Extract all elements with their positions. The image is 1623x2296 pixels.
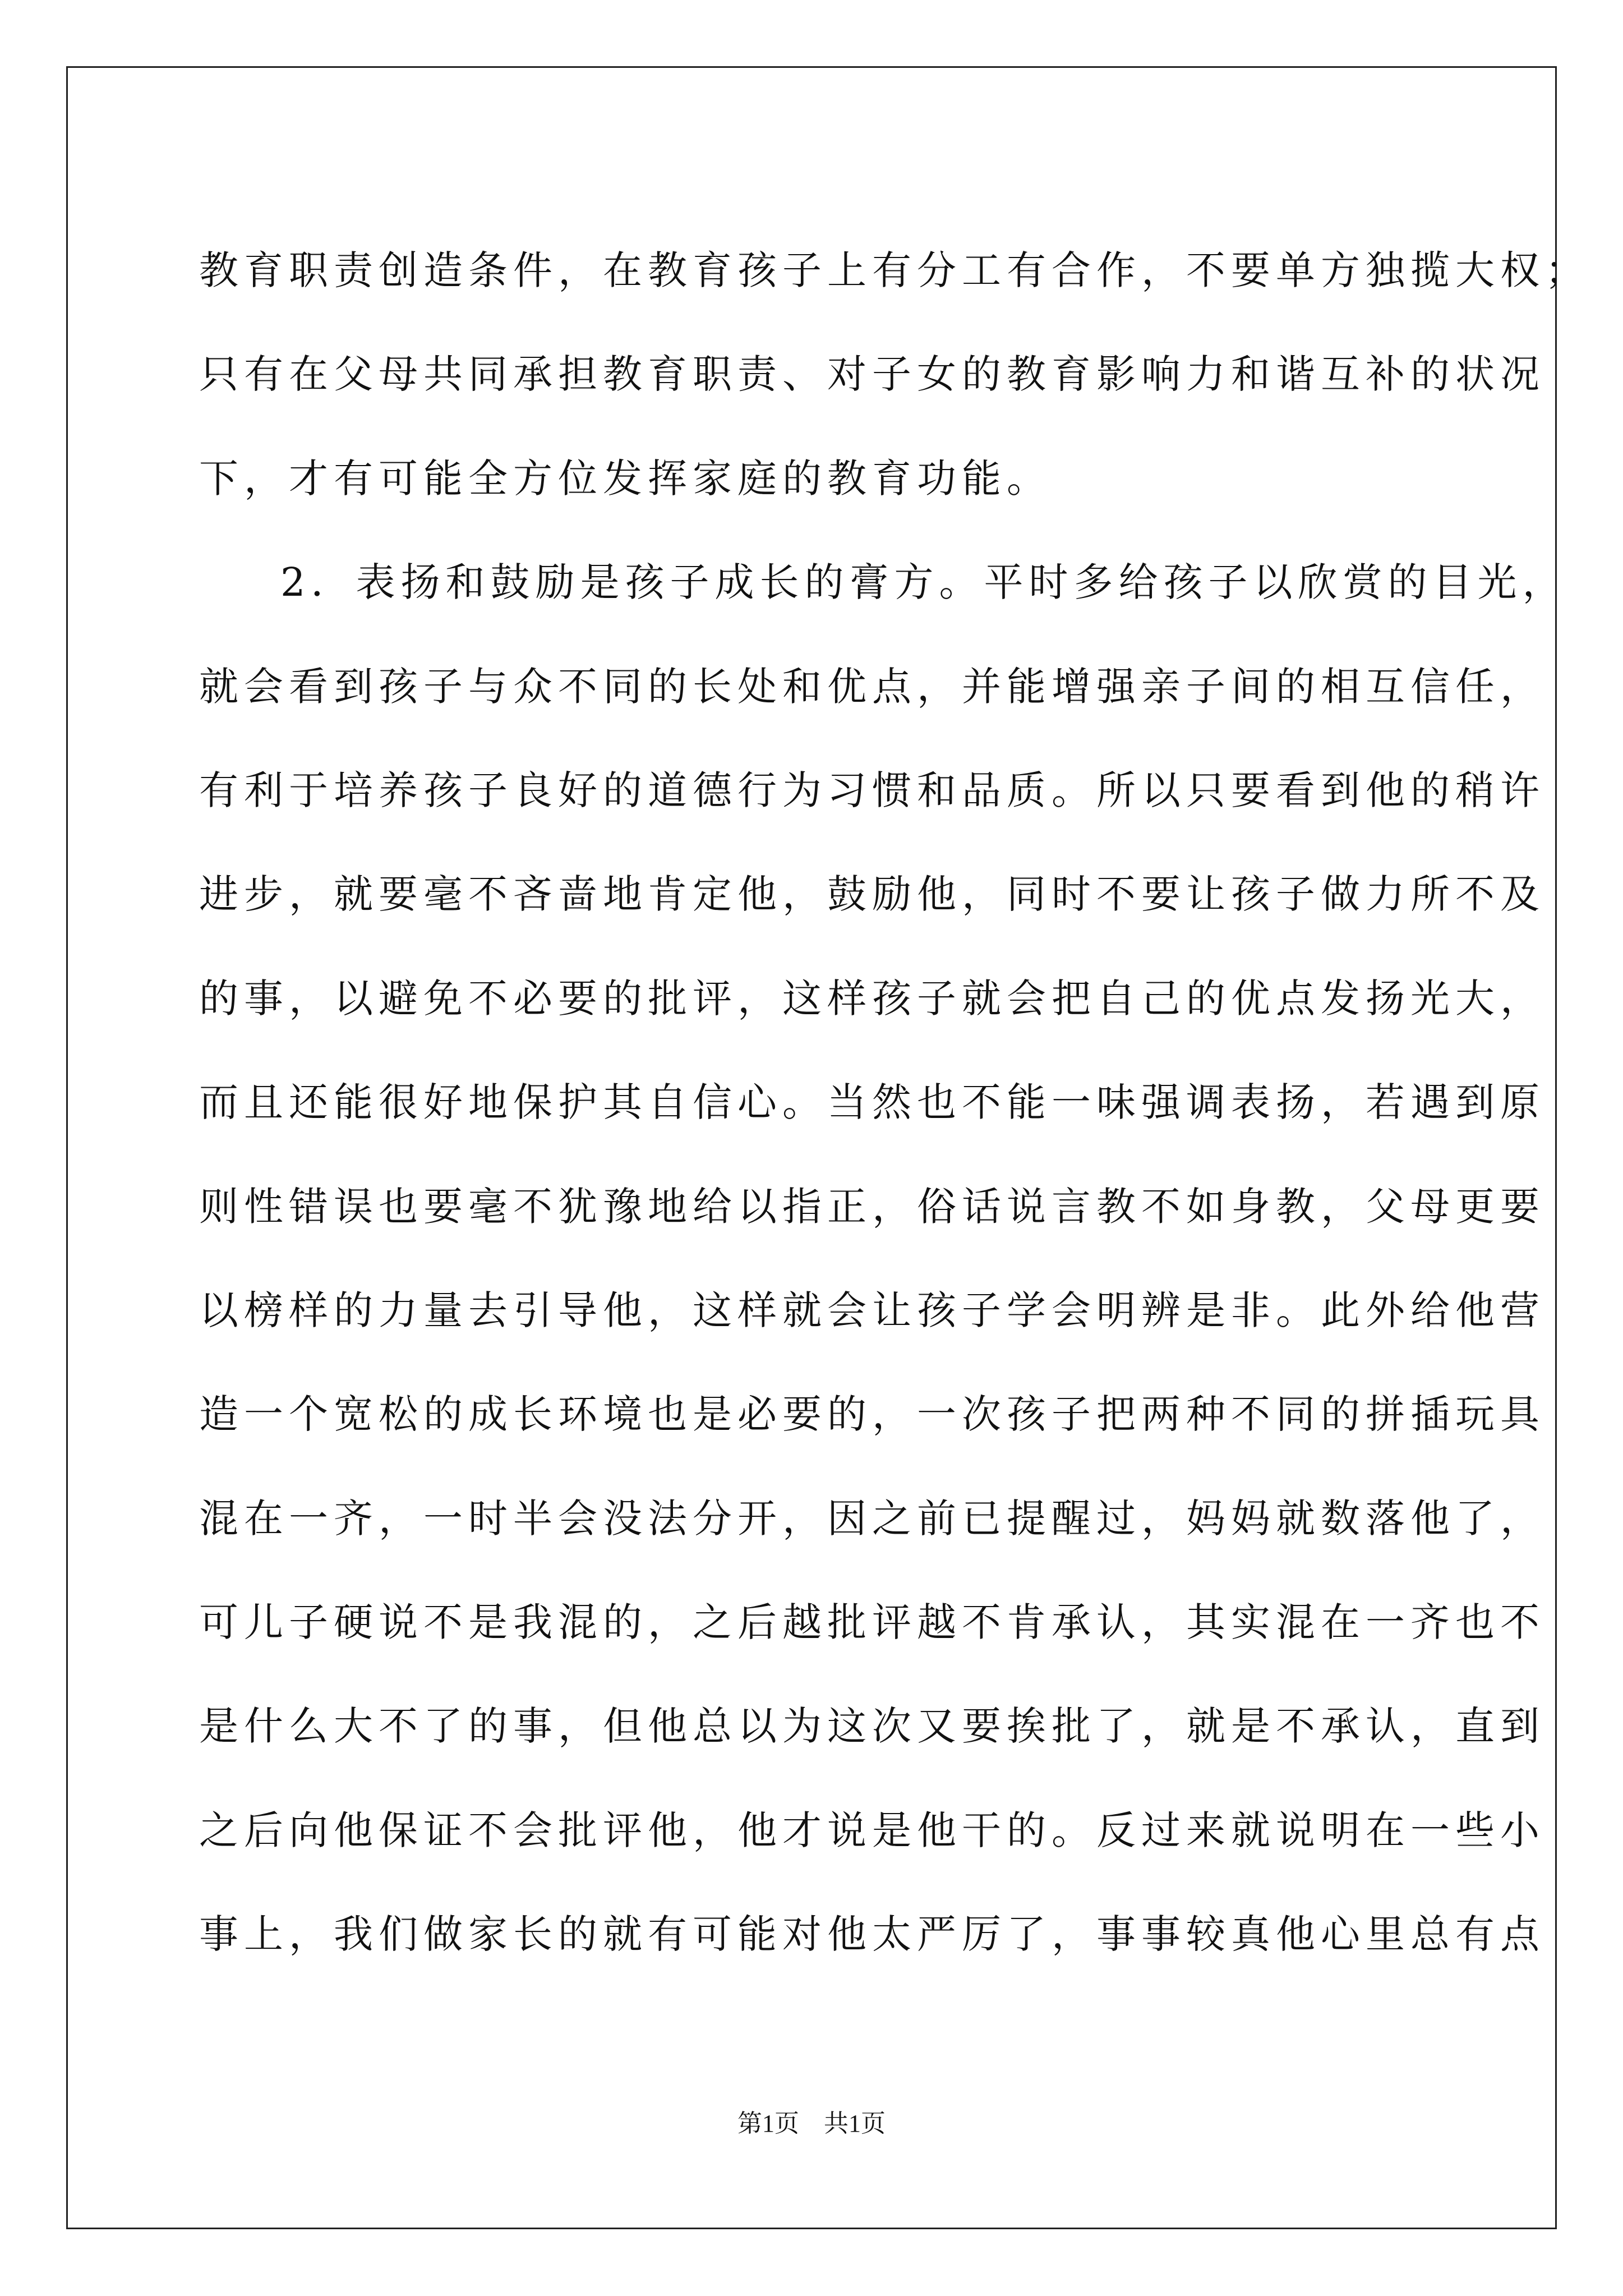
body-line: 只有在父母共同承担教育职责、对子女的教育影响力和谐互补的状况 (199, 351, 1545, 398)
body-line: 下，才有可能全方位发挥家庭的教育功能。 (199, 455, 1052, 501)
paragraph-start-line: 2．表扬和鼓励是孩子成长的膏方。平时多给孩子以欣赏的目光， (280, 559, 1567, 606)
body-line: 则性错误也要毫不犹豫地给以指正，俗话说言教不如身教，父母更要 (199, 1183, 1545, 1230)
body-line: 就会看到孩子与众不同的长处和优点，并能增强亲子间的相互信任， (199, 663, 1545, 710)
body-line: 有利于培养孩子良好的道德行为习惯和品质。所以只要看到他的稍许 (199, 767, 1545, 813)
body-line: 以榜样的力量去引导他，这样就会让孩子学会明辨是非。此外给他营 (199, 1287, 1545, 1333)
document-body (199, 219, 1590, 1987)
body-line: 的事，以避免不必要的批评，这样孩子就会把自己的优点发扬光大， (199, 975, 1545, 1022)
body-line: 可儿子硬说不是我混的，之后越批评越不肯承认，其实混在一齐也不 (199, 1599, 1545, 1646)
body-line: 之后向他保证不会批评他，他才说是他干的。反过来就说明在一些小 (199, 1807, 1545, 1853)
page-number-footer: 第1页 共1页 (737, 2110, 886, 2137)
body-line: 是什么大不了的事，但他总以为这次又要挨批了，就是不承认，直到 (199, 1703, 1545, 1750)
body-line: 教育职责创造条件，在教育孩子上有分工有合作，不要单方独揽大权； (199, 247, 1590, 293)
body-line: 混在一齐，一时半会没法分开，因之前已提醒过，妈妈就数落他了， (199, 1495, 1545, 1542)
body-line: 进步，就要毫不吝啬地肯定他，鼓励他，同时不要让孩子做力所不及 (199, 871, 1545, 918)
body-line: 造一个宽松的成长环境也是必要的，一次孩子把两种不同的拼插玩具 (199, 1391, 1545, 1438)
body-line: 而且还能很好地保护其自信心。当然也不能一味强调表扬，若遇到原 (199, 1079, 1545, 1126)
body-line: 事上，我们做家长的就有可能对他太严厉了，事事较真他心里总有点 (199, 1911, 1545, 1958)
